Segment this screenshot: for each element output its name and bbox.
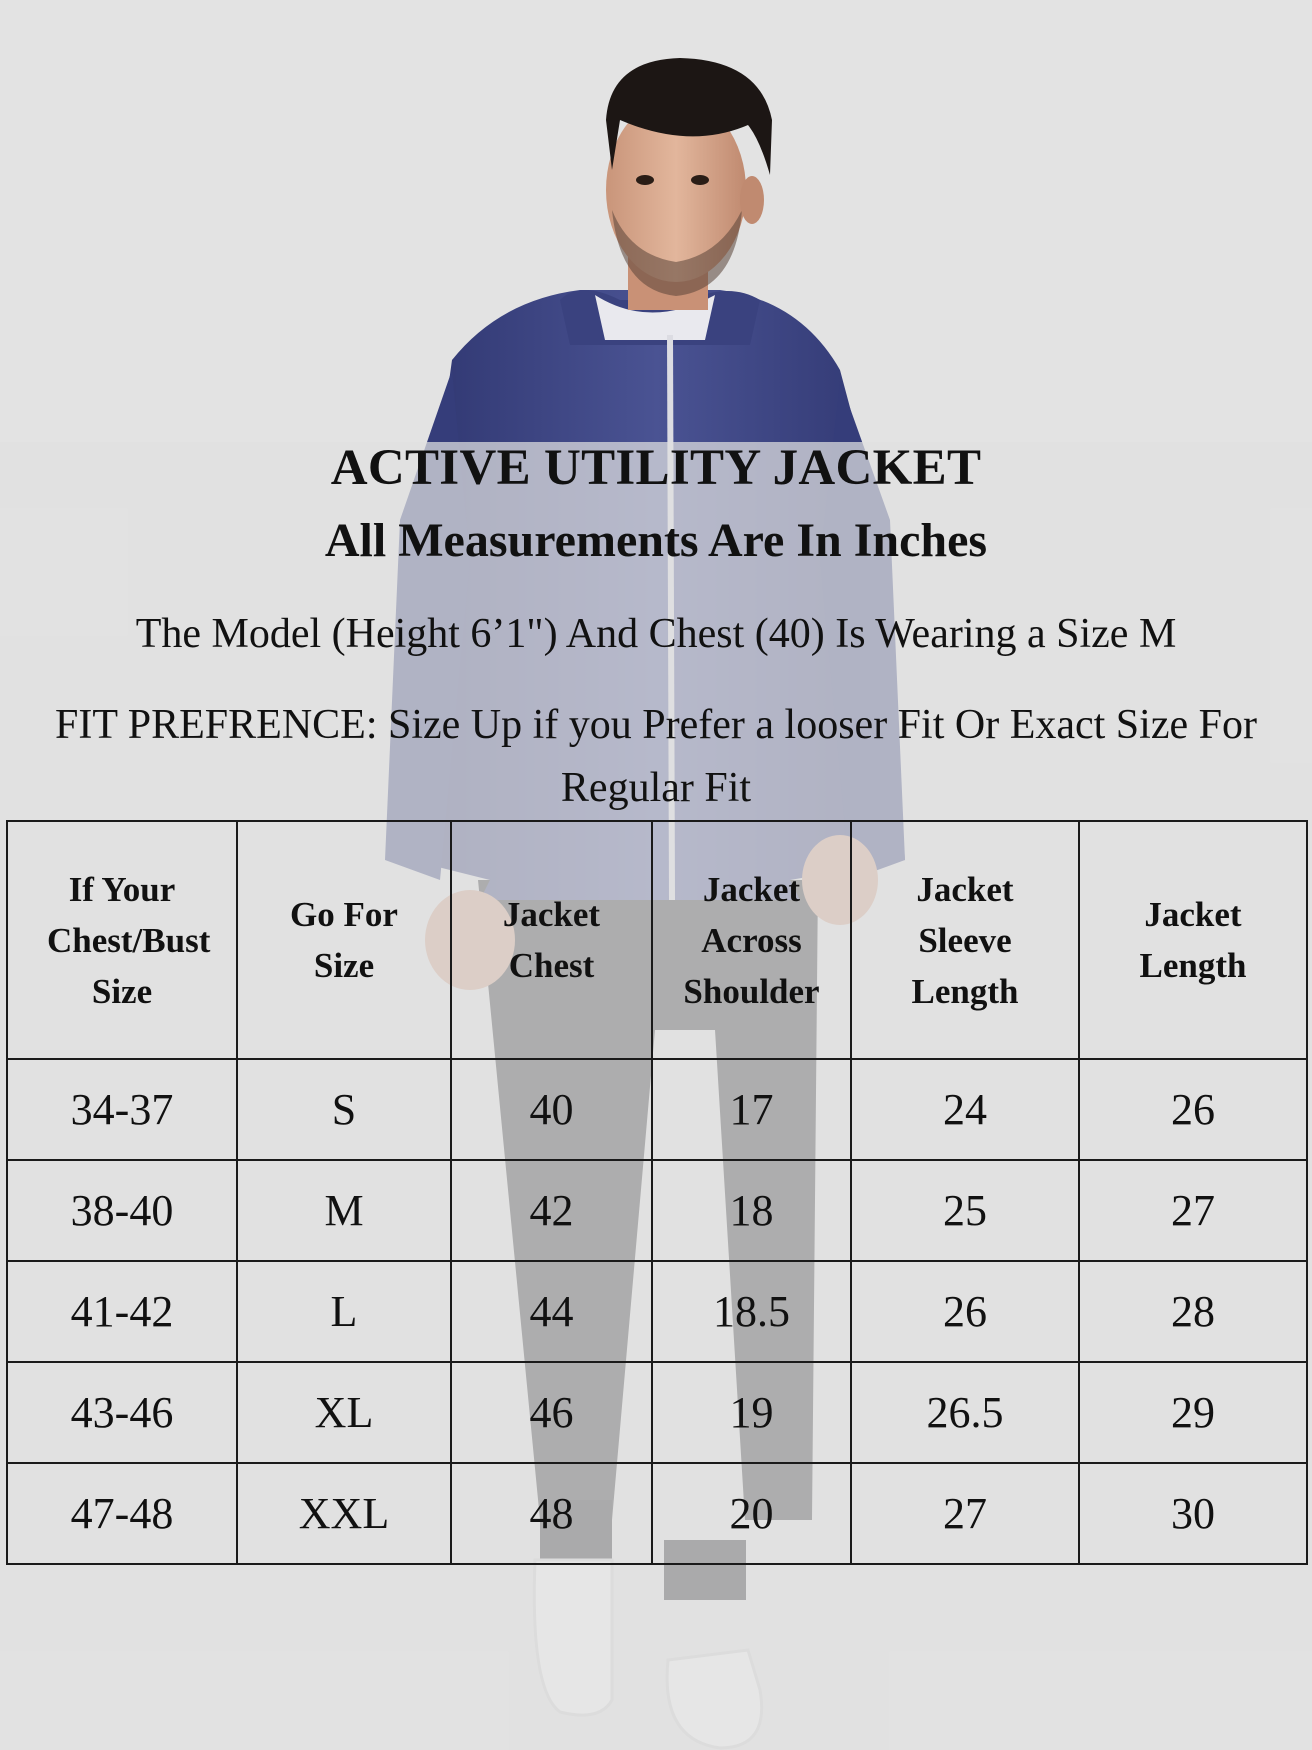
cell-sleeve-length: 26.5 bbox=[851, 1362, 1079, 1463]
cell-across-shoulder: 18.5 bbox=[652, 1261, 851, 1362]
cell-jacket-chest: 48 bbox=[451, 1463, 652, 1564]
fit-preference-note: FIT PREFRENCE: Size Up if you Prefer a looser Fit Or Exact Size For Regular Fit bbox=[55, 702, 1257, 811]
units-heading: All Measurements Are In Inches bbox=[324, 514, 988, 567]
cell-size: S bbox=[237, 1059, 451, 1160]
cell-chest-bust: 38-40 bbox=[7, 1160, 237, 1261]
header-jacket-length: Jacket Length bbox=[1079, 821, 1307, 1059]
table-row bbox=[7, 1160, 1307, 1261]
cell-sleeve-length: 27 bbox=[851, 1463, 1079, 1564]
table-row bbox=[7, 1463, 1307, 1564]
cell-jacket-chest: 42 bbox=[451, 1160, 652, 1261]
cell-size: M bbox=[237, 1160, 451, 1261]
cell-size: XL bbox=[237, 1362, 451, 1463]
right-eye bbox=[691, 175, 709, 185]
header-jacket-across-shoulder: Jacket Across Shoulder bbox=[652, 821, 851, 1059]
cell-sleeve-length: 25 bbox=[851, 1160, 1079, 1261]
cell-across-shoulder: 17 bbox=[652, 1059, 851, 1160]
header-go-for-size: Go For Size bbox=[237, 821, 451, 1059]
product-title: ACTIVE UTILITY JACKET bbox=[330, 440, 982, 496]
header-chest-bust-size: If Your Chest/Bust Size bbox=[7, 821, 237, 1059]
cell-chest-bust: 41-42 bbox=[7, 1261, 237, 1362]
cell-jacket-chest: 44 bbox=[451, 1261, 652, 1362]
cell-jacket-length: 28 bbox=[1079, 1261, 1307, 1362]
table-row bbox=[7, 1261, 1307, 1362]
table-row bbox=[7, 1059, 1307, 1160]
cell-sleeve-length: 26 bbox=[851, 1261, 1079, 1362]
table-row bbox=[7, 1362, 1307, 1463]
cell-jacket-chest: 40 bbox=[451, 1059, 652, 1160]
cell-jacket-length: 27 bbox=[1079, 1160, 1307, 1261]
model-note: The Model (Height 6’1") And Chest (40) Is Wearing a Size M bbox=[135, 611, 1177, 657]
cell-size: XXL bbox=[237, 1463, 451, 1564]
cell-chest-bust: 43-46 bbox=[7, 1362, 237, 1463]
header-jacket-sleeve-length: Jacket Sleeve Length bbox=[851, 821, 1079, 1059]
cell-jacket-length: 29 bbox=[1079, 1362, 1307, 1463]
header-jacket-chest: Jacket Chest bbox=[451, 821, 652, 1059]
cell-across-shoulder: 18 bbox=[652, 1160, 851, 1261]
cell-across-shoulder: 19 bbox=[652, 1362, 851, 1463]
size-chart-table bbox=[6, 820, 1308, 1565]
ear bbox=[740, 176, 764, 224]
cell-chest-bust: 47-48 bbox=[7, 1463, 237, 1564]
cell-size: L bbox=[237, 1261, 451, 1362]
cell-across-shoulder: 20 bbox=[652, 1463, 851, 1564]
left-eye bbox=[636, 175, 654, 185]
cell-sleeve-length: 24 bbox=[851, 1059, 1079, 1160]
cell-jacket-chest: 46 bbox=[451, 1362, 652, 1463]
cell-jacket-length: 26 bbox=[1079, 1059, 1307, 1160]
table-header-row bbox=[7, 821, 1307, 1059]
cell-jacket-length: 30 bbox=[1079, 1463, 1307, 1564]
cell-chest-bust: 34-37 bbox=[7, 1059, 237, 1160]
